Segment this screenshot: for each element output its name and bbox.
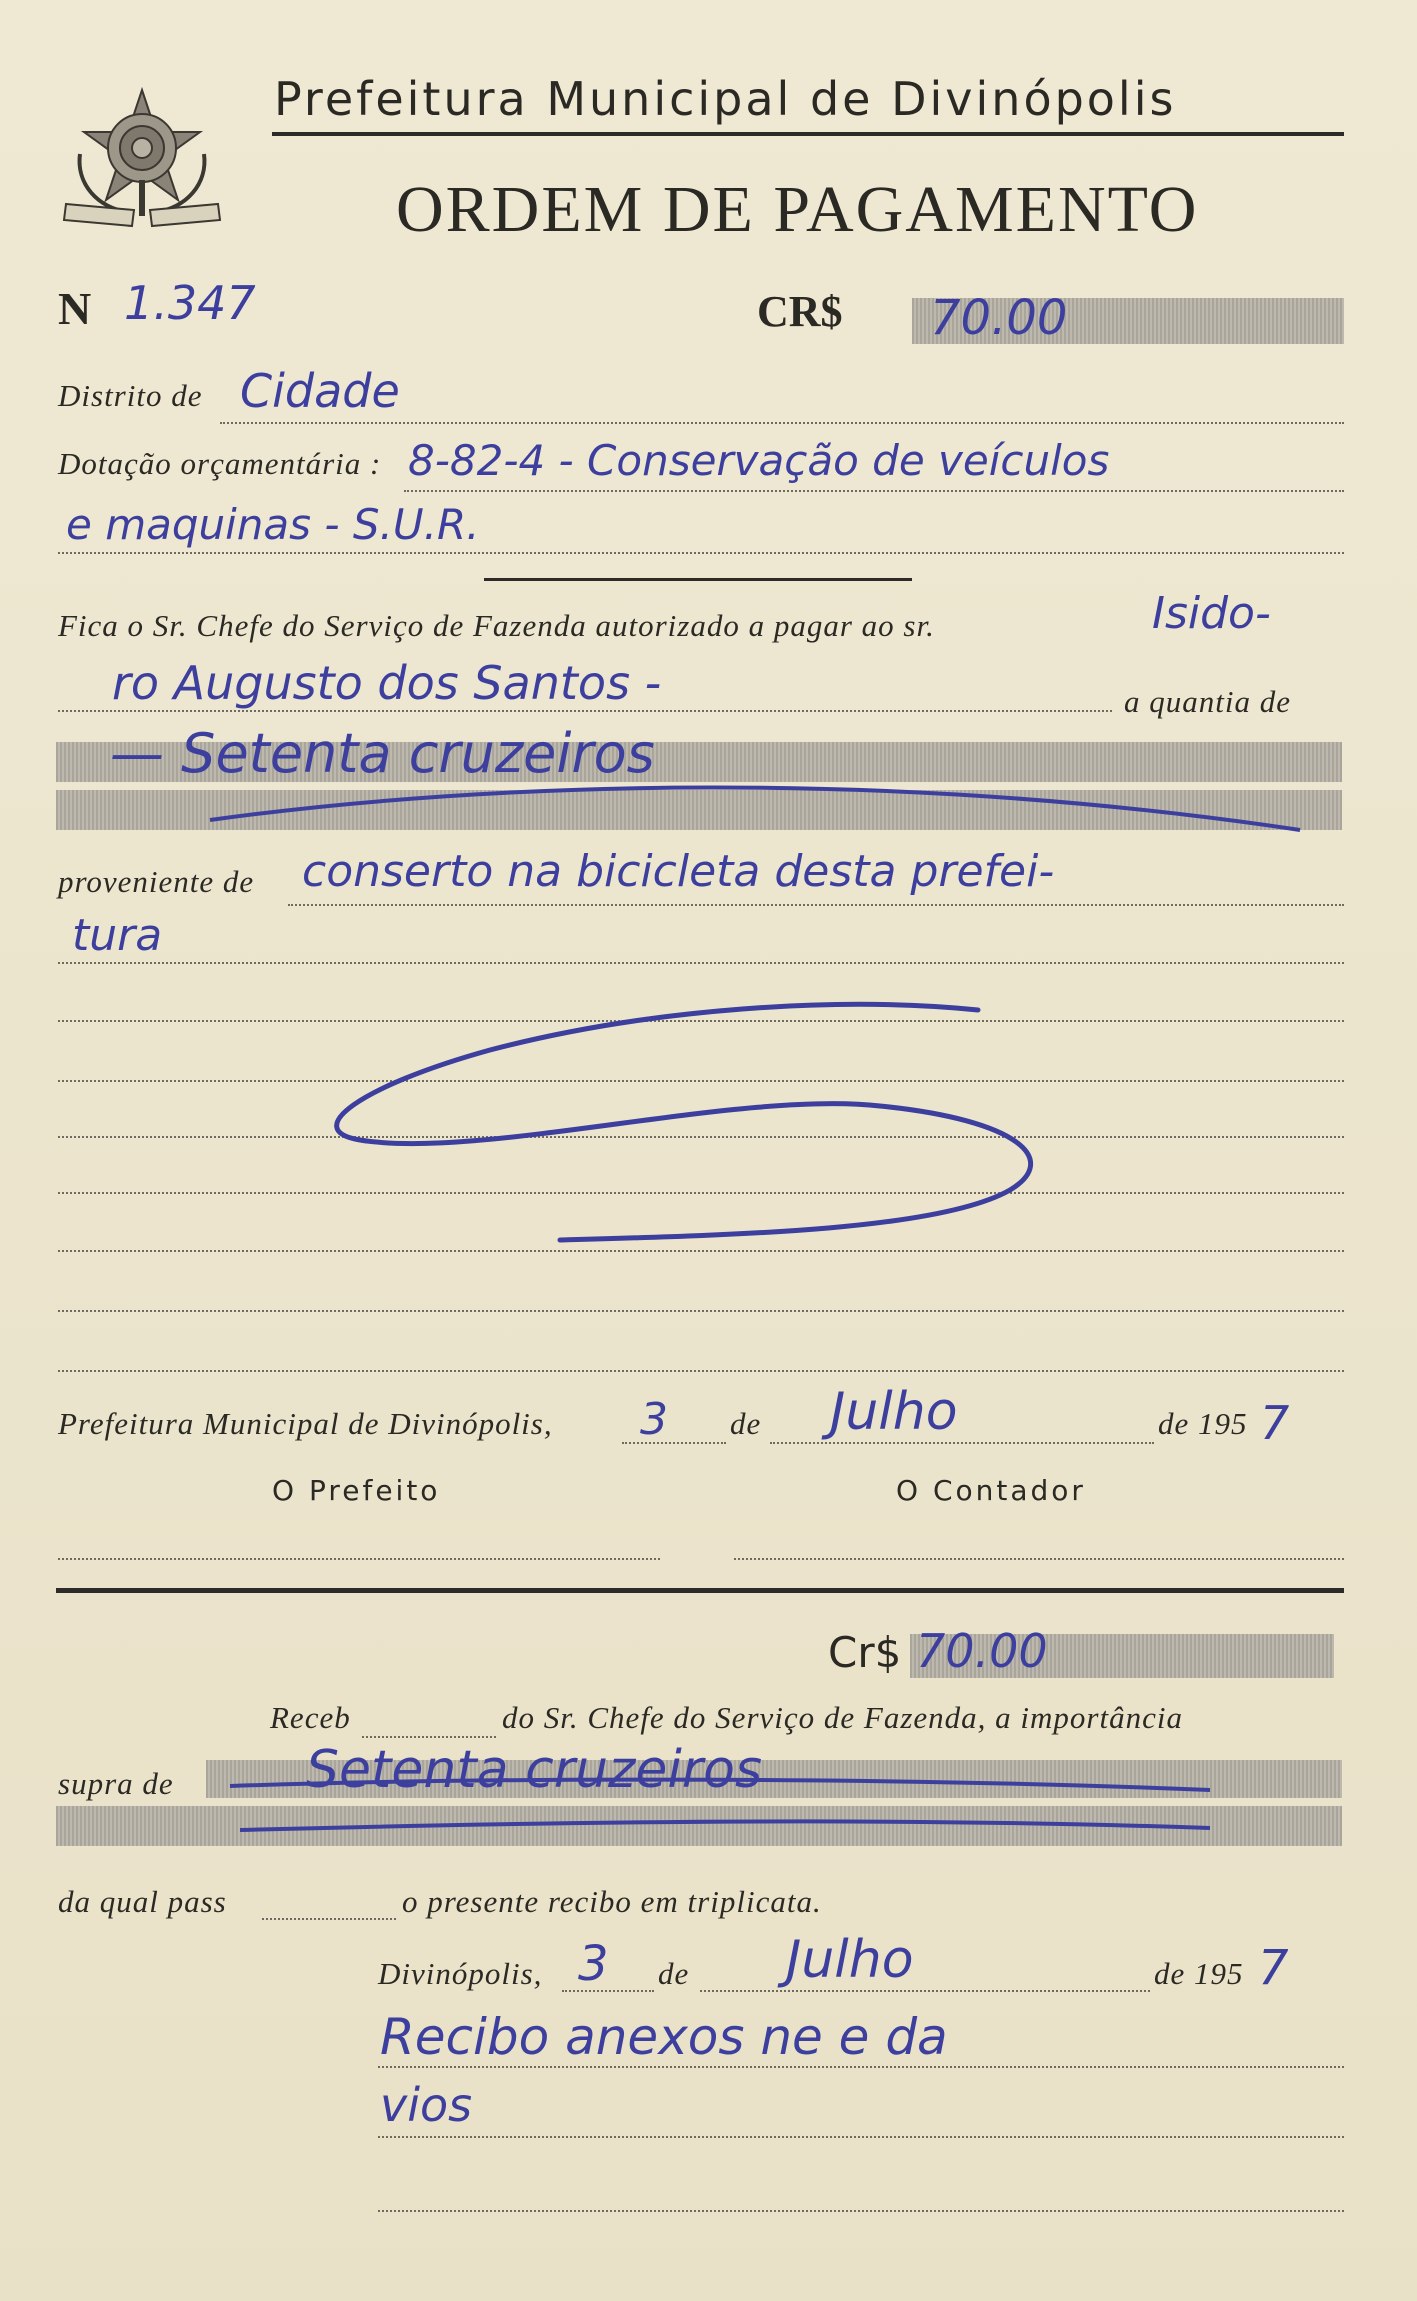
receipt-date-de: de <box>658 1956 690 1991</box>
reason-value-1: conserto na bicicleta desta prefei- <box>302 846 1055 897</box>
date-de: de <box>730 1406 762 1441</box>
receipt-date-year-label: de 195 <box>1154 1956 1244 1991</box>
prefeito-label: O Prefeito <box>272 1474 441 1507</box>
institution-title: Prefeitura Municipal de Divinópolis <box>274 72 1177 126</box>
brazil-coat-of-arms-icon <box>58 84 226 244</box>
receipt-divider <box>56 1588 1344 1593</box>
receipt-supra-label: supra de <box>58 1766 174 1801</box>
receipt-text-2: o presente recibo em triplicata. <box>402 1884 822 1919</box>
receipt-note-line-3 <box>378 2210 1344 2212</box>
distrito-line <box>220 422 1344 424</box>
header-underline <box>272 132 1344 136</box>
receipt-note-2: vios <box>380 2078 473 2132</box>
dotacao-label: Dotação orçamentária : <box>58 446 382 481</box>
receipt-da-qual: da qual pass <box>58 1884 227 1919</box>
date-month-line <box>770 1442 1154 1444</box>
receipt-amount-in-words: Setenta cruzeiros <box>306 1740 763 1800</box>
receipt-words-underline <box>220 1770 1220 1840</box>
receipt-date-day: 3 <box>578 1936 609 1992</box>
receipt-date-place: Divinópolis, <box>378 1956 543 1991</box>
amount-in-words: — Setenta cruzeiros <box>110 722 655 785</box>
payee-line <box>58 710 1112 712</box>
reason-line-1 <box>288 904 1344 906</box>
cancellation-scribble <box>320 990 1100 1260</box>
payee-line-1: Isido- <box>1152 588 1271 639</box>
quantia-label: a quantia de <box>1124 684 1291 719</box>
document-title: ORDEM DE PAGAMENTO <box>396 173 1199 246</box>
amount-label: CR$ <box>757 287 843 336</box>
blank-line <box>58 1370 1344 1372</box>
dotacao-line-1 <box>404 490 1344 492</box>
receipt-pass-line <box>262 1918 396 1920</box>
receipt-amount-handwritten: 70.00 <box>916 1624 1048 1678</box>
proveniente-label: proveniente de <box>58 864 255 899</box>
prefeito-signature-line <box>58 1558 660 1560</box>
receipt-note-1: Recibo anexos ne e da <box>380 2008 948 2066</box>
date-year-label: de 195 <box>1158 1406 1248 1441</box>
receipt-text-1: do Sr. Chefe do Serviço de Fazenda, a importância <box>502 1700 1183 1735</box>
date-month: Julho <box>830 1382 958 1442</box>
receipt-month-line <box>700 1990 1150 1992</box>
date-place: Prefeitura Municipal de Divinópolis, <box>58 1406 553 1441</box>
distrito-label: Distrito de <box>58 378 203 413</box>
receipt-receb-line <box>362 1736 496 1738</box>
receipt-date-year-digit: 7 <box>1258 1940 1289 1996</box>
number-label: N <box>58 283 92 334</box>
date-day: 3 <box>640 1394 668 1445</box>
dotacao-line-2 <box>58 552 1344 554</box>
contador-label: O Contador <box>896 1474 1086 1507</box>
reason-line-2 <box>58 962 1344 964</box>
blank-line <box>58 1310 1344 1312</box>
amount-handwritten: 70.00 <box>930 290 1068 346</box>
authorization-text: Fica o Sr. Chefe do Serviço de Fazenda autorizado a pagar ao sr. <box>58 608 935 643</box>
receipt-date-month: Julho <box>786 1930 914 1990</box>
section-divider <box>484 578 912 581</box>
receipt-receb: Receb <box>270 1700 351 1735</box>
date-year-digit: 7 <box>1260 1396 1290 1450</box>
dotacao-value-2: e maquinas - S.U.R. <box>66 500 480 549</box>
receipt-note-line-2 <box>378 2136 1344 2138</box>
contador-signature-line <box>734 1558 1344 1560</box>
receipt-amount-label: Cr$ <box>828 1628 902 1677</box>
date-day-line <box>622 1442 726 1444</box>
order-number-handwritten: 1.347 <box>124 276 256 330</box>
receipt-note-line-1 <box>378 2066 1344 2068</box>
reason-value-2: tura <box>72 910 163 961</box>
payee-line-2: ro Augusto dos Santos - <box>112 656 662 710</box>
distrito-value: Cidade <box>240 364 400 418</box>
dotacao-value-1: 8-82-4 - Conservação de veículos <box>408 436 1110 485</box>
amount-words-strike-line <box>200 760 1320 840</box>
